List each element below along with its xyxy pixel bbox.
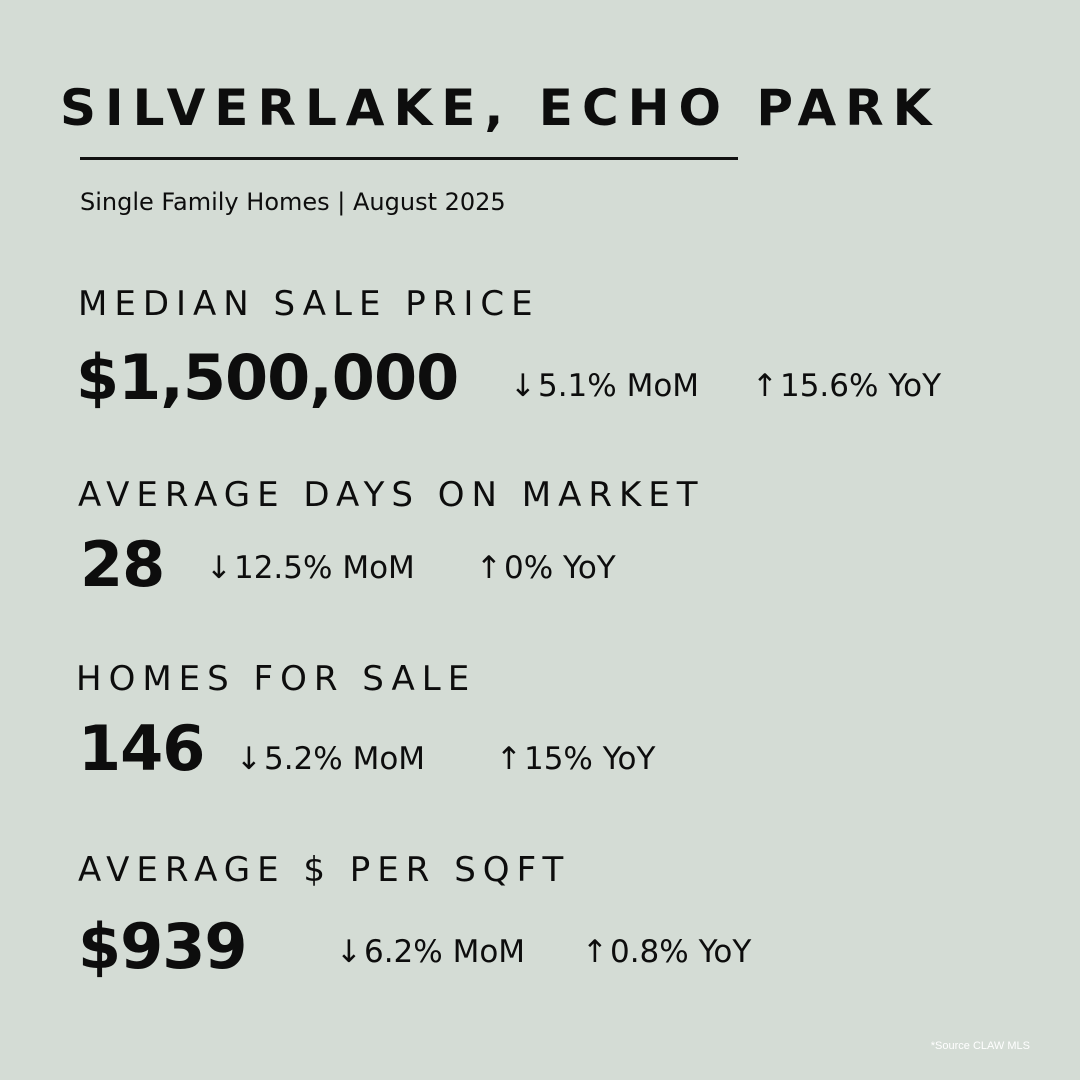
metric-label: MEDIAN SALE PRICE [78,284,540,324]
mom-change [336,932,525,972]
metric-value: $1,500,000 [76,341,459,414]
yoy-change-text: 15% YoY [523,741,656,777]
mom-change [510,366,699,406]
yoy-change-text: 0.8% YoY [609,934,752,970]
down-arrow-icon: ↓ [236,741,262,777]
up-arrow-icon: ↑ [496,741,522,777]
metric-label: AVERAGE DAYS ON MARKET [78,475,705,515]
title-divider [80,157,738,160]
mom-change-text: 6.2% MoM [363,934,526,970]
metric-value: 28 [80,528,165,601]
yoy-change [496,739,655,779]
up-arrow-icon: ↑ [752,368,778,404]
yoy-change [476,548,616,588]
up-arrow-icon: ↑ [582,934,608,970]
down-arrow-icon: ↓ [336,934,362,970]
mom-change-text: 5.2% MoM [263,741,426,777]
yoy-change-text: 0% YoY [503,550,616,586]
yoy-change [582,932,751,972]
mom-change-text: 5.1% MoM [537,368,700,404]
metric-value: 146 [78,712,205,785]
yoy-change-text: 15.6% YoY [779,368,942,404]
mom-change [206,548,415,588]
source-note: *Source CLAW MLS [930,1040,1030,1052]
down-arrow-icon: ↓ [206,550,232,586]
metric-value: $939 [78,910,247,983]
metric-label: HOMES FOR SALE [76,659,477,699]
down-arrow-icon: ↓ [510,368,536,404]
mom-change [236,739,425,779]
mom-change-text: 12.5% MoM [233,550,415,586]
yoy-change [752,366,941,406]
up-arrow-icon: ↑ [476,550,502,586]
metric-label: AVERAGE $ PER SQFT [78,850,571,890]
page-subtitle: Single Family Homes | August 2025 [80,188,506,216]
page-title: SILVERLAKE, ECHO PARK [60,79,941,137]
